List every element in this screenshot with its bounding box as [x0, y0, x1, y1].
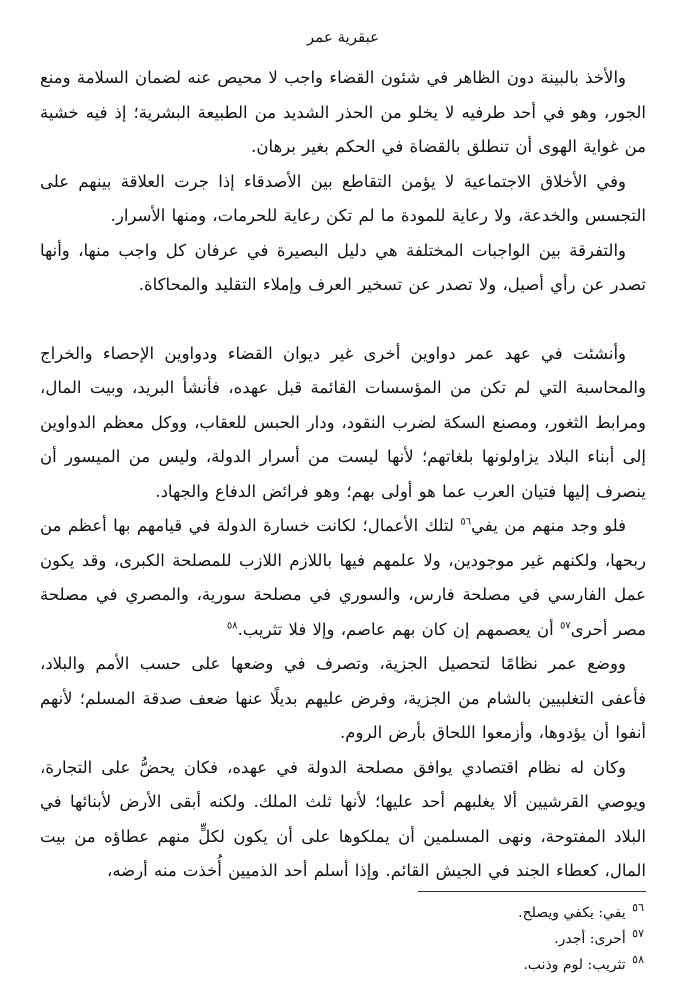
footnote-marker[interactable]: ٥٨ — [226, 620, 238, 631]
paragraph-segment: فلو وجد منهم من يفي — [471, 516, 626, 535]
paragraph: وكان له نظام اقتصادي يوافق مصلحة الدولة في عهده، فكان يحضُّ على التجارة، ويوصي القرشيين ألا يغلبهم أحد عليها؛ لأنها ثلث الملك. ولكنه أبقى الأرض لأبنائها في البلاد المفتوحة، ونهى المسلمين أن يملكوها على أن يكون لكلٍّ منهم عطاؤه من بيت المال، كعطاء الجند في الجيش القائم. وإذا أسلم أحد الذميين أُخذت منه أرضه، — [40, 757, 646, 880]
footnote — [44, 952, 644, 978]
footnote-text: أحرى: أجدر. — [554, 931, 626, 947]
footnote-number: ٥٦ — [632, 901, 644, 915]
paragraph: والتفرقة بين الواجبات المختلفة هي دليل البصيرة في عرفان كل واجب منها، وأنها تصدر عن رأي أصيل، ولا تصدر عن تسخير العرف وإملاء التقليد والمحاكاة. — [40, 240, 646, 294]
footnotes — [44, 900, 644, 978]
footnote-divider — [418, 891, 646, 892]
paragraph-with-footnotes — [40, 509, 646, 647]
paragraph-segment: لتلك الأعمال؛ لكانت خسارة الدولة في قيامهم بها أعظم من ربحها، ولكنهم غير موجودين، ولا علمهم فيها باللازم اللازب للمصلحة الكبرى، وقد يكون عمل الفارسي في مصلحة فارس، والسوري في مصلحة سورية، والمصري في مصلحة مصر أحرى — [40, 516, 646, 639]
paragraph: وفي الأخلاق الاجتماعية لا يؤمن التقاطع بين الأصدقاء إذا جرت العلاقة بينهم على التجسس والخدعة، ولا رعاية للمودة ما لم تكن رعاية للحرمات، ومنها الأسرار. — [40, 171, 646, 225]
footnote-text: يفي: يكفي ويصلح. — [518, 905, 626, 921]
paragraph: وأنشئت في عهد عمر دواوين أخرى غير ديوان القضاء ودواوين الإحصاء والخراج والمحاسبة التي لم تكن من المؤسسات القائمة قبل عهده، فأنشأ البريد، وبيت المال، ومرابط الثغور، ومصنع السكة لضرب النقود، ودار الحبس للعقاب، ووكل معظم الدواوين إلى أبناء البلاد يزاولونها بلغاتهم؛ لأنها ليست من أسرار الدولة، وليس من الميسور أن ينصرف إليها فتيان العرب عما هو أولى بهم؛ وهو فرائض الدفاع والجهاد. — [40, 343, 646, 501]
footnote-text: تثريب: لوم وذنب. — [523, 957, 626, 973]
footnote-number: ٥٨ — [632, 953, 644, 967]
footnote-number: ٥٧ — [632, 927, 644, 941]
paragraph-segment: أن يعصمهم إن كان بهم عاصم، وإلا فلا تثريب. — [237, 619, 560, 639]
body-text — [40, 61, 646, 889]
paragraph: والأخذ بالبينة دون الظاهر في شئون القضاء واجب لا محيص عنه لضمان السلامة ومنع الجور، وهو في أحد طرفيه لا يخلو من الحذر الشديد من الطبيعة البشرية؛ إذ فيه خشية من غواية الهوى أن تنطلق بالقضاة في الحكم بغير برهان. — [40, 68, 646, 156]
footnote-marker[interactable]: ٥٦ — [460, 516, 472, 528]
footnote-marker[interactable]: ٥٧ — [559, 620, 571, 631]
running-header: عبقرية عمر — [306, 28, 380, 46]
footnote — [44, 900, 644, 926]
footnote — [44, 926, 644, 952]
paragraph: ووضع عمر نظامًا لتحصيل الجزية، وتصرف في وضعها على حسب الأمم والبلاد، فأعفى التغلبيين بالشام من الجزية، وفرض عليهم بديلًا عنها ضعف صدقة المسلم؛ لأنهم أنفوا أن يؤدوها، وأزمعوا اللحاق بأرض الروم. — [40, 654, 646, 742]
